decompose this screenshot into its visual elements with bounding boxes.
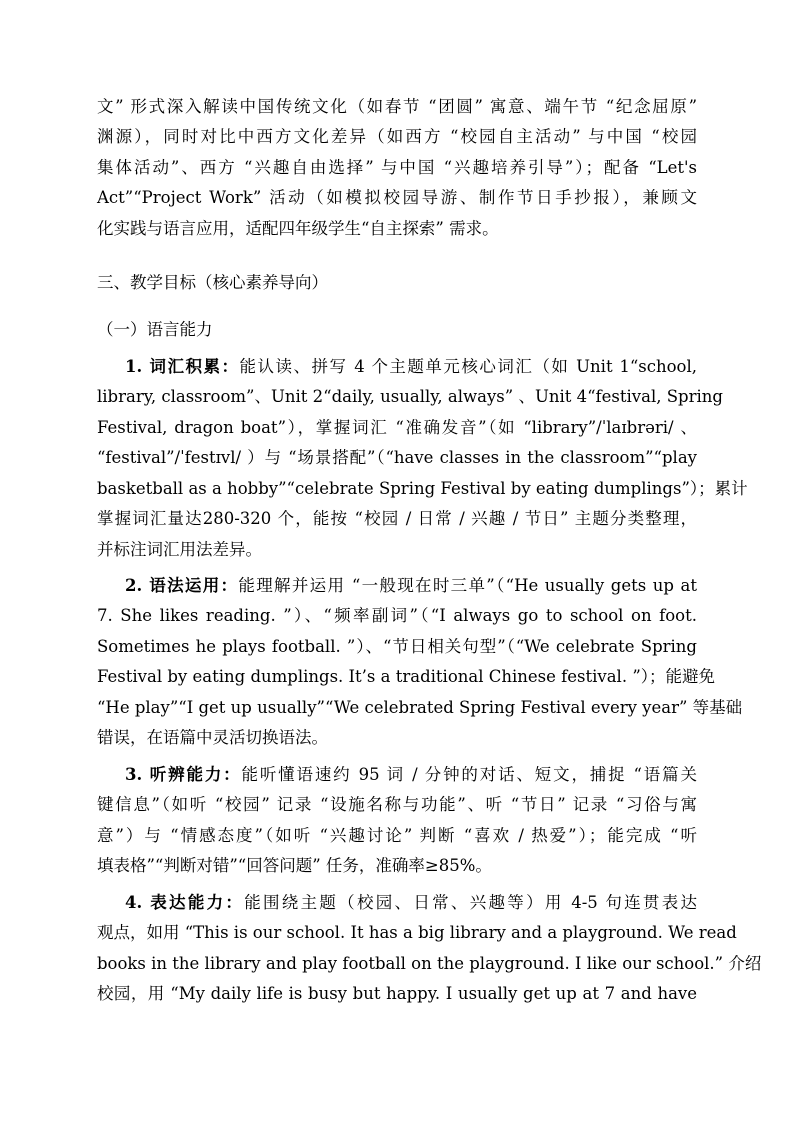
subsection-heading: （一）语言能力	[97, 320, 213, 339]
list-item-first-line	[125, 763, 697, 787]
item-text: 能认读、拼写 4 个主题单元核心词汇（如 Unit 1“school,	[239, 357, 697, 376]
text-line: “He play”“I get up usually”“We celebrated Spring Festival every year” 等基础	[97, 698, 743, 717]
item-label: 4. 表达能力：	[125, 893, 245, 912]
text-line: 文” 形式深入解读中国传统文化（如春节 “团圆” 寓意、端午节 “纪念屈原”	[97, 97, 697, 116]
text-line: books in the library and play football on the playground. I like our school.” 介绍	[97, 954, 762, 973]
list-item-first-line	[125, 574, 697, 598]
text-line: “festival”/ˈfestɪvl/ ）与 “场景搭配”（“have classes in the classroom”“play	[97, 448, 697, 467]
text-line: 键信息”（如听 “校园” 记录 “设施名称与功能”、听 “节日” 记录 “习俗与寓	[97, 795, 697, 814]
text-line: 集体活动”、西方 “兴趣自由选择” 与中国 “兴趣培养引导”）；配备 “Let's	[97, 158, 697, 177]
text-line: 意”）与 “情感态度”（如听 “兴趣讨论” 判断 “喜欢 / 热爱”）；能完成 “听	[97, 826, 697, 845]
list-item-first-line	[125, 355, 697, 379]
text-line: 渊源），同时对比中西方文化差异（如西方 “校园自主活动” 与中国 “校园	[97, 127, 697, 146]
item-text: 能围绕主题（校园、日常、兴趣等）用 4-5 句连贯表达	[244, 893, 697, 912]
text-line: 错误，在语篇中灵活切换语法。	[97, 728, 328, 747]
text-line: basketball as a hobby”“celebrate Spring Festival by eating dumplings”）；累计	[97, 479, 748, 498]
text-line: 并标注词汇用法差异。	[97, 540, 262, 559]
section-heading: 三、教学目标（核心素养导向）	[97, 273, 328, 292]
text-line: Festival by eating dumplings. It’s a traditional Chinese festival. ”）；能避免	[97, 667, 716, 686]
text-line: Act”“Project Work” 活动（如模拟校园导游、制作节日手抄报），兼顾文	[97, 188, 697, 207]
item-text: 能听懂语速约 95 词 / 分钟的对话、短文，捕捉 “语篇关	[241, 765, 697, 784]
item-label: 3. 听辨能力：	[125, 765, 242, 784]
item-label: 2. 语法运用：	[125, 576, 239, 595]
text-line: 掌握词汇量达280-320 个，能按 “校园 / 日常 / 兴趣 / 节日” 主题分类整理，	[97, 509, 697, 528]
list-item-first-line	[125, 891, 697, 915]
text-line: 7. She likes reading. ”）、“频率副词”（“I always go to school on foot.	[97, 606, 697, 625]
text-line: 化实践与语言应用，适配四年级学生“自主探索” 需求。	[97, 219, 499, 238]
text-line: Festival, dragon boat”），掌握词汇 “准确发音”（如 “library”/ˈlaɪbrəri/ 、	[97, 418, 697, 437]
item-text: 能理解并运用 “一般现在时三单”（“He usually gets up at	[238, 576, 697, 595]
text-line: library, classroom”、Unit 2“daily, usually, always” 、Unit 4“festival, Spring	[97, 387, 723, 406]
text-line: Sometimes he plays football. ”）、“节日相关句型”（“We celebrate Spring	[97, 637, 697, 656]
text-line: 校园，用 “My daily life is busy but happy. I usually get up at 7 and have	[97, 984, 697, 1003]
text-line: 填表格”“判断对错”“回答问题” 任务，准确率≥85%。	[97, 856, 492, 875]
item-label: 1. 词汇积累：	[125, 357, 240, 376]
text-line: 观点，如用 “This is our school. It has a big library and a playground. We read	[97, 923, 737, 942]
